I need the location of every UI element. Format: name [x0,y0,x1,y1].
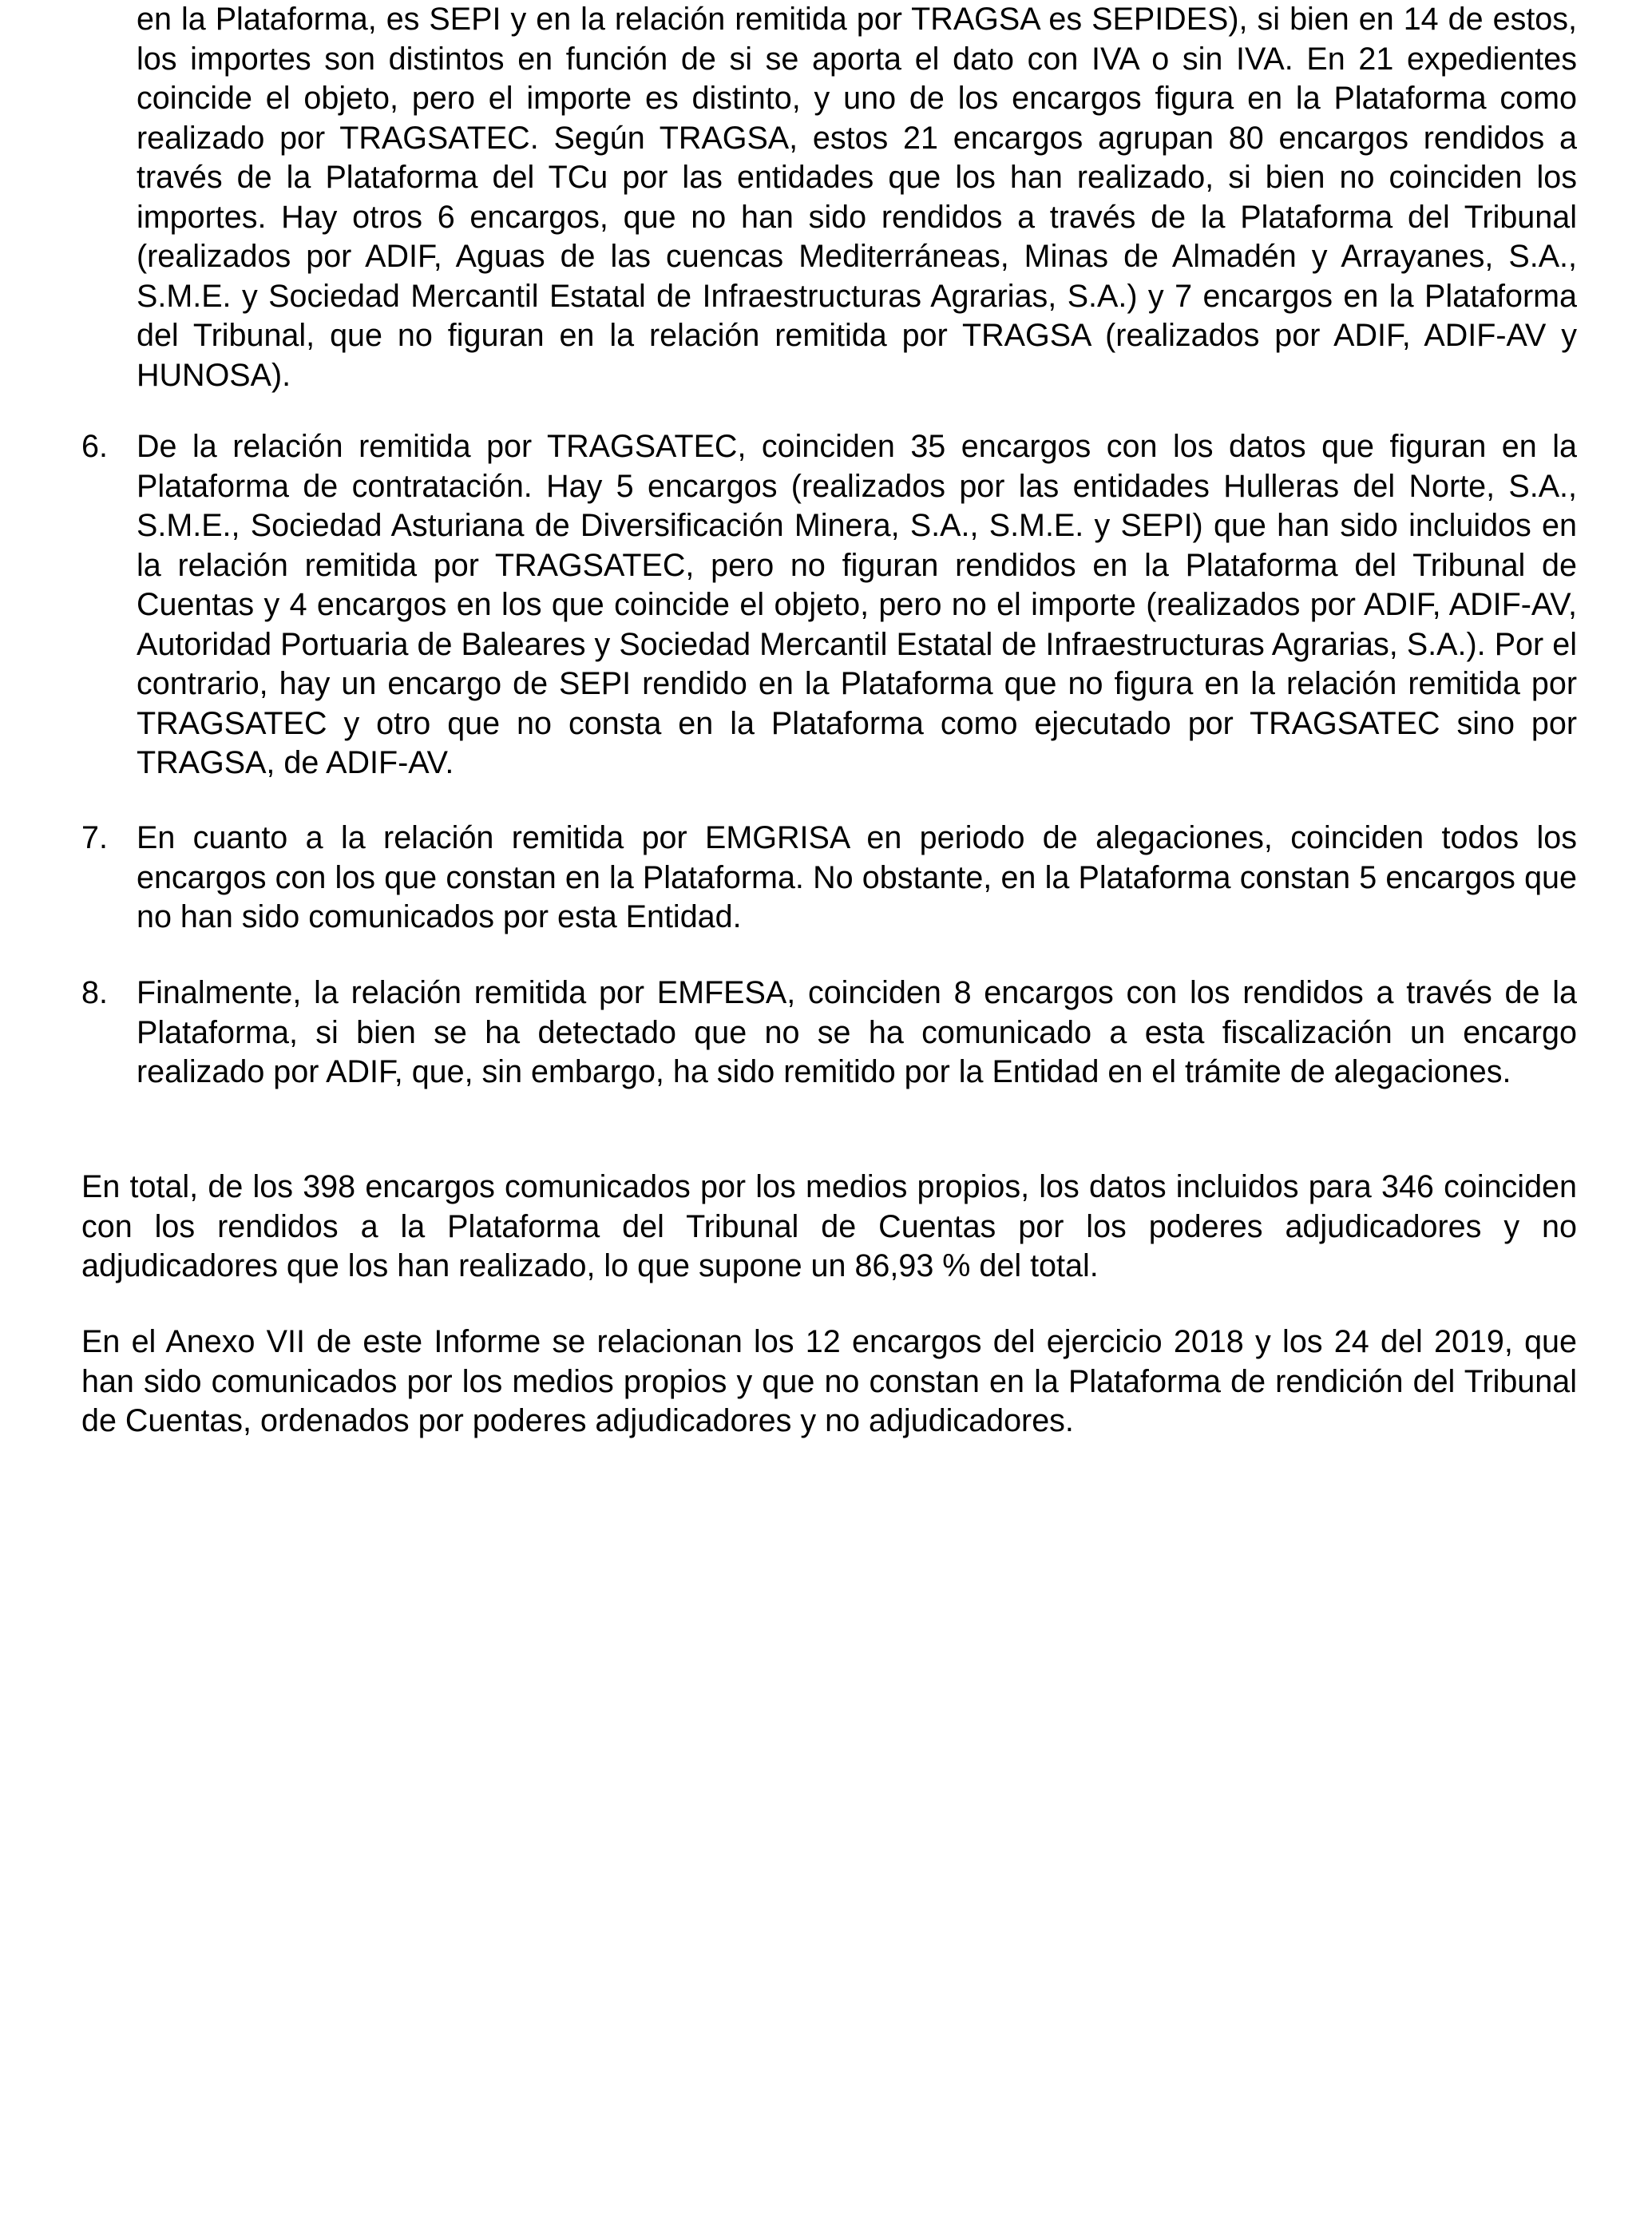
list-item-number: 7. [81,820,108,855]
list-item-number: 8. [81,975,108,1010]
paragraph-text: En total, de los 398 encargos comunicados por los medios propios, los datos incluidos para 346 coinciden con los rendidos a la Plataforma del Tribunal de Cuentas por los poderes adjudicadores y no adjudicadores que los han realizado, lo que supone un 86,93 % del total. [81,1169,1577,1283]
list-item-text: De la relación remitida por TRAGSATEC, coinciden 35 encargos con los datos que figuran en la Plataforma de contratación. Hay 5 encargos (realizados por las entidades Hulleras del Norte, S.A., S.M.E., Sociedad Asturiana de Diversificación Minera, S.A., S.M.E. y SEPI) que han sido incluidos en la relación remitida por TRAGSATEC, pero no figuran rendidos en la Plataforma del Tribunal de Cuentas y 4 encargos en los que coincide el objeto, pero no el importe (realizados por ADIF, ADIF-AV, Autoridad Portuaria de Baleares y Sociedad Mercantil Estatal de Infraestructuras Agrarias, S.A.). Por el contrario, hay un encargo de SEPI rendido en la Plataforma que no figura en la relación remitida por TRAGSATEC y otro que no consta en la Plataforma como ejecutado por TRAGSATEC sino por TRAGSA, de ADIF-AV. [137,429,1577,780]
list-item-text: En cuanto a la relación remitida por EMGRISA en periodo de alegaciones, coinciden todos los encargos con los que constan en la Plataforma. No obstante, en la Plataforma constan 5 encargos que no han sido comunicados por esta Entidad. [137,820,1577,934]
continuation-paragraph [137,0,1577,395]
list-item-number: 6. [81,429,108,464]
paragraph-annex [81,1323,1577,1442]
continuation-text: en la Plataforma, es SEPI y en la relación remitida por TRAGSA es SEPIDES), si bien en 14 de estos, los importes son distintos en función de si se aporta el dato con IVA o sin IVA. En 21 expedientes coincide el objeto, pero el importe es distinto, y uno de los encargos figura en la Plataforma como realizado por TRAGSATEC. Según TRAGSA, estos 21 encargos agrupan 80 encargos rendidos a través de la Plataforma del TCu por las entidades que los han realizado, si bien no coinciden los importes. Hay otros 6 encargos, que no han sido rendidos a través de la Plataforma del Tribunal (realizados por ADIF, Aguas de las cuencas Mediterráneas, Minas de Almadén y Arrayanes, S.A., S.M.E. y Sociedad Mercantil Estatal de Infraestructuras Agrarias, S.A.) y 7 encargos en la Plataforma del Tribunal, que no figuran en la relación remitida por TRAGSA (realizados por ADIF, ADIF-AV y HUNOSA). [137,2,1577,393]
list-item-text: Finalmente, la relación remitida por EMFESA, coinciden 8 encargos con los rendidos a través de la Plataforma, si bien se ha detectado que no se ha comunicado a esta fiscalización un encargo realizado por ADIF, que, sin embargo, ha sido remitido por la Entidad en el trámite de alegaciones. [137,975,1577,1089]
paragraph-text: En el Anexo VII de este Informe se relacionan los 12 encargos del ejercicio 2018 y los 24 del 2019, que han sido comunicados por los medios propios y que no constan en la Plataforma de rendición del Tribunal de Cuentas, ordenados por poderes adjudicadores y no adjudicadores. [81,1324,1577,1438]
paragraph-total [81,1168,1577,1287]
